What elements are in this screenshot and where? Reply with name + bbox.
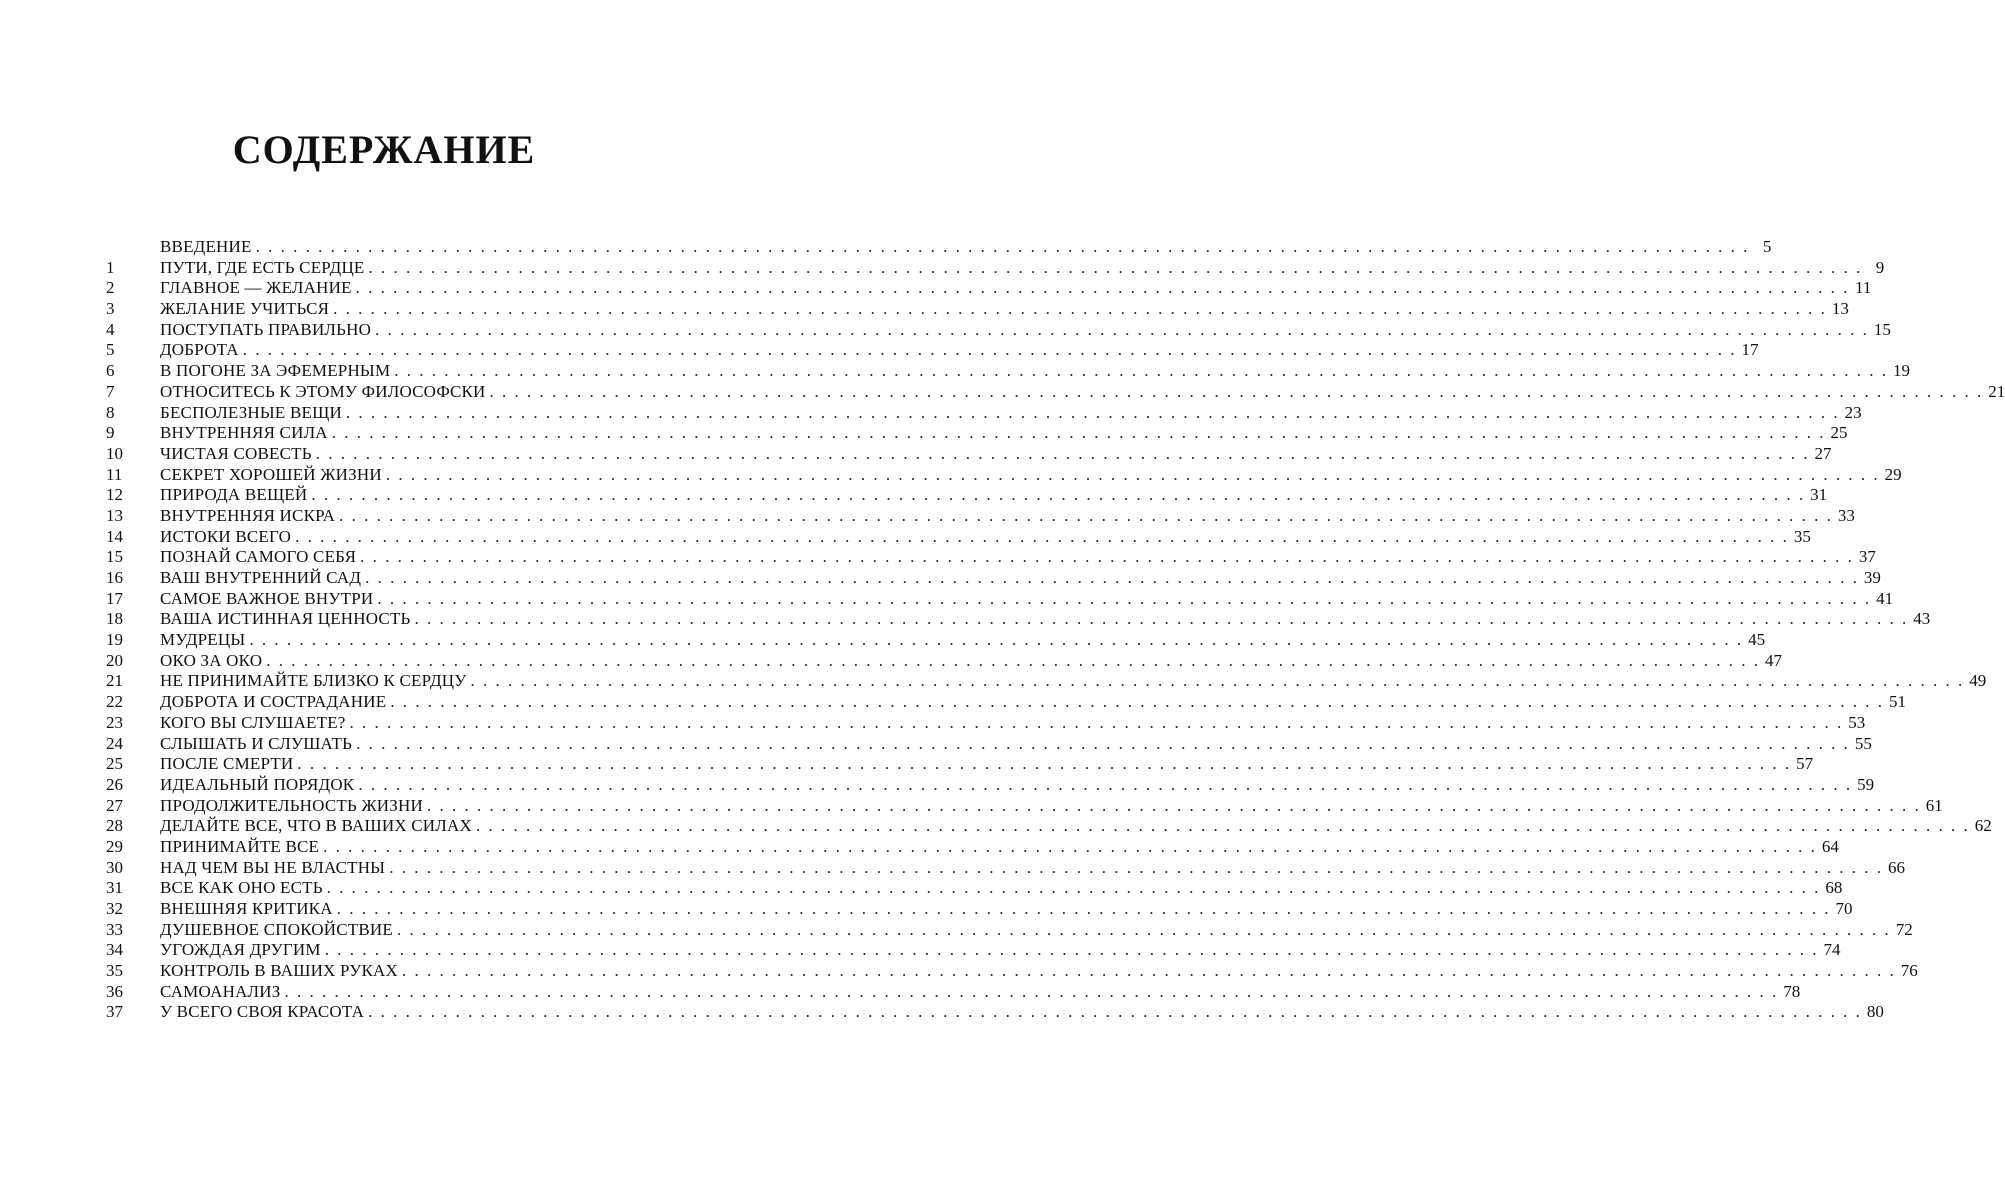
chapter-number: 3 [106, 299, 115, 319]
page-number: 59 [1857, 774, 1875, 794]
chapter-title: У ВСЕГО СВОЯ КРАСОТА [160, 1002, 365, 1022]
toc-entry [106, 1002, 1884, 1023]
dot-leader: . . . . . . . . . . . . . . . . . . . . . . . . . . . . . . . . . . . . . . . . . . . . . . . . . . . . . . . . . . . . . . . . . . . . . . . . . . . . . . . . . . . . . . . . . . . . . . . . . . . . . . . . . . . . . . . . . . . . . . . . [339, 505, 1833, 525]
chapter-number: 4 [106, 319, 115, 339]
chapter-title: В ПОГОНЕ ЗА ЭФЕМЕРНЫМ [160, 361, 391, 381]
page-number: 45 [1748, 630, 1766, 650]
toc-entry [106, 568, 1881, 589]
chapter-title: МУДРЕЦЫ [160, 630, 246, 650]
chapter-number: 19 [106, 630, 123, 650]
page-number: 41 [1876, 588, 1894, 608]
dot-leader: . . . . . . . . . . . . . . . . . . . . . . . . . . . . . . . . . . . . . . . . . . . . . . . . . . . . . . . . . . . . . . . . . . . . . . . . . . . . . . . . . . . . . . . . . . . . . . . . . . . . . . . . . . . . . . . . . . . . . . . . [368, 1002, 1862, 1022]
toc-entry [106, 340, 1759, 361]
page-number: 68 [1825, 878, 1843, 898]
chapter-title: ЖЕЛАНИЕ УЧИТЬСЯ [160, 299, 330, 319]
dot-leader: . . . . . . . . . . . . . . . . . . . . . . . . . . . . . . . . . . . . . . . . . . . . . . . . . . . . . . . . . . . . . . . . . . . . . . . . . . . . . . . . . . . . . . . . . . . . . . . . . . . . . . . . . . . . . . . . . . . . . . . . [470, 671, 1965, 691]
page-number: 31 [1810, 485, 1828, 505]
toc-entry [106, 671, 1987, 692]
chapter-number: 32 [106, 899, 123, 918]
page-number: 37 [1858, 547, 1876, 567]
dot-leader: . . . . . . . . . . . . . . . . . . . . . . . . . . . . . . . . . . . . . . . . . . . . . . . . . . . . . . . . . . . . . . . . . . . . . . . . . . . . . . . . . . . . . . . . . . . . . . . . . . . . . . . . . . . . . . . . . . . . . . . . [394, 361, 1889, 381]
toc-entry [106, 526, 1811, 548]
dot-leader: . . . . . . . . . . . . . . . . . . . . . . . . . . . . . . . . . . . . . . . . . . . . . . . . . . . . . . . . . . . . . . . . . . . . . . . . . . . . . . . . . . . . . . . . . . . . . . . . . . . . . . . . . . . . . . . . . . . . . . . . [426, 795, 1921, 815]
dot-leader: . . . . . . . . . . . . . . . . . . . . . . . . . . . . . . . . . . . . . . . . . . . . . . . . . . . . . . . . . . . . . . . . . . . . . . . . . . . . . . . . . . . . . . . . . . . . . . . . . . . . . . . . . . . . . . . . . . . . . . . . [331, 423, 1826, 443]
dot-leader: . . . . . . . . . . . . . . . . . . . . . . . . . . . . . . . . . . . . . . . . . . . . . . . . . . . . . . . . . . . . . . . . . . . . . . . . . . . . . . . . . . . . . . . . . . . . . . . . . . . . . . . . . . . . . . . . . . . . . . . . [375, 319, 1869, 339]
chapter-title: ПРОДОЛЖИТЕЛЬНОСТЬ ЖИЗНИ [160, 795, 423, 815]
page-number: 62 [1974, 816, 1992, 836]
dot-leader: . . . . . . . . . . . . . . . . . . . . . . . . . . . . . . . . . . . . . . . . . . . . . . . . . . . . . . . . . . . . . . . . . . . . . . . . . . . . . . . . . . . . . . . . . . . . . . . . . . . . . . . . . . . . . . . . . . . . . . . . [345, 402, 1840, 422]
page-number: 23 [1844, 402, 1862, 422]
page-number: 33 [1837, 505, 1855, 525]
chapter-number: 18 [106, 609, 123, 629]
chapter-number: 15 [106, 547, 123, 567]
chapter-number: 7 [106, 381, 115, 401]
chapter-title: ВВЕДЕНИЕ [160, 237, 252, 256]
page-number: 70 [1835, 899, 1853, 918]
dot-leader: . . . . . . . . . . . . . . . . . . . . . . . . . . . . . . . . . . . . . . . . . . . . . . . . . . . . . . . . . . . . . . . . . . . . . . . . . . . . . . . . . . . . . . . . . . . . . . . . . . . . . . . . . . . . . . . . . . . . . . . . [255, 237, 1750, 256]
chapter-number: 10 [106, 443, 123, 463]
toc-entry [106, 485, 1828, 506]
chapter-number: 26 [106, 774, 123, 794]
page-number: 9 [1875, 257, 1885, 277]
chapter-title: ПОЗНАЙ САМОГО СЕБЯ [160, 547, 357, 567]
dot-leader: . . . . . . . . . . . . . . . . . . . . . . . . . . . . . . . . . . . . . . . . . . . . . . . . . . . . . . . . . . . . . . . . . . . . . . . . . . . . . . . . . . . . . . . . . . . . . . . . . . . . . . . . . . . . . . . . . . . . . . . . [356, 733, 1850, 753]
toc-entry [106, 381, 2005, 403]
toc-entry [106, 588, 1894, 610]
chapter-title: ВНУТРЕННЯЯ СИЛА [160, 423, 328, 443]
page-number: 76 [1900, 961, 1918, 981]
dot-leader: . . . . . . . . . . . . . . . . . . . . . . . . . . . . . . . . . . . . . . . . . . . . . . . . . . . . . . . . . . . . . . . . . . . . . . . . . . . . . . . . . . . . . . . . . . . . . . . . . . . . . . . . . . . . . . . . . . . . . . . . [349, 712, 1844, 732]
toc-entry [106, 257, 1885, 279]
chapter-number: 28 [106, 816, 123, 836]
chapter-title: ДЕЛАЙТЕ ВСЕ, ЧТО В ВАШИХ СИЛАХ [160, 816, 472, 836]
dot-leader: . . . . . . . . . . . . . . . . . . . . . . . . . . . . . . . . . . . . . . . . . . . . . . . . . . . . . . . . . . . . . . . . . . . . . . . . . . . . . . . . . . . . . . . . . . . . . . . . . . . . . . . . . . . . . . . . . . . . . . . . [336, 899, 1831, 918]
page-number: 51 [1889, 692, 1907, 712]
chapter-number: 17 [106, 588, 123, 608]
dot-leader: . . . . . . . . . . . . . . . . . . . . . . . . . . . . . . . . . . . . . . . . . . . . . . . . . . . . . . . . . . . . . . . . . . . . . . . . . . . . . . . . . . . . . . . . . . . . . . . . . . . . . . . . . . . . . . . . . . . . . . . . [397, 919, 1891, 939]
chapter-number: 23 [106, 712, 123, 732]
chapter-title: ОТНОСИТЕСЬ К ЭТОМУ ФИЛОСОФСКИ [160, 381, 486, 401]
chapter-number: 6 [106, 361, 115, 381]
page-title: СОДЕРЖАНИЕ [232, 127, 536, 172]
chapter-title: ГЛАВНОЕ — ЖЕЛАНИЕ [160, 278, 352, 298]
chapter-number: 5 [106, 340, 115, 360]
toc-entry [106, 319, 1891, 341]
dot-leader: . . . . . . . . . . . . . . . . . . . . . . . . . . . . . . . . . . . . . . . . . . . . . . . . . . . . . . . . . . . . . . . . . . . . . . . . . . . . . . . . . . . . . . . . . . . . . . . . . . . . . . . . . . . . . . . . . . . . . . . . [489, 381, 1984, 401]
dot-leader: . . . . . . . . . . . . . . . . . . . . . . . . . . . . . . . . . . . . . . . . . . . . . . . . . . . . . . . . . . . . . . . . . . . . . . . . . . . . . . . . . . . . . . . . . . . . . . . . . . . . . . . . . . . . . . . . . . . . . . . . [390, 692, 1885, 712]
chapter-number: 22 [106, 692, 123, 712]
toc-entry [106, 712, 1866, 734]
page-number: 43 [1913, 609, 1931, 629]
toc-entry [106, 836, 1839, 858]
chapter-title: ПОСТУПАТЬ ПРАВИЛЬНО [160, 319, 372, 339]
page-number: 53 [1848, 712, 1866, 732]
toc-entry [106, 464, 1902, 486]
dot-leader: . . . . . . . . . . . . . . . . . . . . . . . . . . . . . . . . . . . . . . . . . . . . . . . . . . . . . . . . . . . . . . . . . . . . . . . . . . . . . . . . . . . . . . . . . . . . . . . . . . . . . . . . . . . . . . . . . . . . . . . . [377, 588, 1872, 608]
page-number: 5 [1762, 237, 1772, 256]
chapter-title: СЕКРЕТ ХОРОШЕЙ ЖИЗНИ [160, 464, 382, 484]
chapter-title: ДОБРОТА И СОСТРАДАНИЕ [160, 692, 387, 712]
page-number: 11 [1855, 278, 1872, 298]
page-number: 15 [1873, 319, 1891, 339]
chapter-number: 36 [106, 981, 123, 1001]
dot-leader: . . . . . . . . . . . . . . . . . . . . . . . . . . . . . . . . . . . . . . . . . . . . . . . . . . . . . . . . . . . . . . . . . . . . . . . . . . . . . . . . . . . . . . . . . . . . . . . . . . . . . . . . . . . . . . . . . . . . . . . . [360, 547, 1854, 567]
page-number: 74 [1823, 940, 1841, 960]
dot-leader: . . . . . . . . . . . . . . . . . . . . . . . . . . . . . . . . . . . . . . . . . . . . . . . . . . . . . . . . . . . . . . . . . . . . . . . . . . . . . . . . . . . . . . . . . . . . . . . . . . . . . . . . . . . . . . . . . . . . . . . . [355, 278, 1850, 298]
chapter-number: 16 [106, 568, 123, 587]
toc-entry [106, 692, 1907, 713]
chapter-title: ИДЕАЛЬНЫЙ ПОРЯДОК [160, 774, 355, 794]
chapter-number: 9 [106, 423, 115, 443]
page-number: 55 [1854, 733, 1872, 753]
page-number: 47 [1764, 650, 1782, 670]
page-number: 64 [1821, 836, 1839, 856]
page-number: 27 [1814, 443, 1832, 463]
chapter-number: 12 [106, 485, 123, 505]
chapter-title: ПОСЛЕ СМЕРТИ [160, 754, 294, 774]
dot-leader: . . . . . . . . . . . . . . . . . . . . . . . . . . . . . . . . . . . . . . . . . . . . . . . . . . . . . . . . . . . . . . . . . . . . . . . . . . . . . . . . . . . . . . . . . . . . . . . . . . . . . . . . . . . . . . . . . . . . . . . . [249, 630, 1744, 650]
page-number: 19 [1893, 361, 1911, 381]
page-number: 17 [1741, 340, 1759, 360]
chapter-number: 34 [106, 940, 123, 960]
chapter-number: 8 [106, 402, 115, 422]
toc-entry [106, 237, 1772, 258]
chapter-title: НЕ ПРИНИМАЙТЕ БЛИЗКО К СЕРДЦУ [160, 671, 467, 691]
toc-entry [106, 816, 1992, 837]
toc-entry [106, 774, 1875, 796]
chapter-title: ПРИНИМАЙТЕ ВСЕ [160, 836, 320, 856]
dot-leader: . . . . . . . . . . . . . . . . . . . . . . . . . . . . . . . . . . . . . . . . . . . . . . . . . . . . . . . . . . . . . . . . . . . . . . . . . . . . . . . . . . . . . . . . . . . . . . . . . . . . . . . . . . . . . . . . . . . . . . . . [242, 340, 1737, 360]
chapter-number: 37 [106, 1002, 123, 1022]
toc-entry [106, 299, 1849, 320]
chapter-number: 31 [106, 878, 123, 898]
dot-leader: . . . . . . . . . . . . . . . . . . . . . . . . . . . . . . . . . . . . . . . . . . . . . . . . . . . . . . . . . . . . . . . . . . . . . . . . . . . . . . . . . . . . . . . . . . . . . . . . . . . . . . . . . . . . . . . . . . . . . . . . [358, 774, 1853, 794]
page-number: 66 [1887, 857, 1905, 877]
toc-entry [106, 795, 1943, 817]
toc-entry [106, 630, 1766, 651]
page-number: 29 [1884, 464, 1902, 484]
page-number: 72 [1895, 919, 1913, 939]
chapter-title: ВНУТРЕННЯЯ ИСКРА [160, 505, 336, 525]
chapter-number: 20 [106, 650, 123, 670]
chapter-number: 14 [106, 526, 123, 546]
chapter-title: ОКО ЗА ОКО [160, 650, 263, 670]
chapter-number: 29 [106, 836, 123, 856]
chapter-title: ВСЕ КАК ОНО ЕСТЬ [160, 878, 323, 898]
dot-leader: . . . . . . . . . . . . . . . . . . . . . . . . . . . . . . . . . . . . . . . . . . . . . . . . . . . . . . . . . . . . . . . . . . . . . . . . . . . . . . . . . . . . . . . . . . . . . . . . . . . . . . . . . . . . . . . . . . . . . . . . [326, 878, 1821, 898]
chapter-number: 21 [106, 671, 123, 691]
toc-entry [106, 609, 1931, 630]
dot-leader: . . . . . . . . . . . . . . . . . . . . . . . . . . . . . . . . . . . . . . . . . . . . . . . . . . . . . . . . . . . . . . . . . . . . . . . . . . . . . . . . . . . . . . . . . . . . . . . . . . . . . . . . . . . . . . . . . . . . . . . . [475, 816, 1970, 836]
page-number: 80 [1866, 1002, 1884, 1022]
dot-leader: . . . . . . . . . . . . . . . . . . . . . . . . . . . . . . . . . . . . . . . . . . . . . . . . . . . . . . . . . . . . . . . . . . . . . . . . . . . . . . . . . . . . . . . . . . . . . . . . . . . . . . . . . . . . . . . . . . . . . . . . [324, 940, 1819, 960]
chapter-title: ПРИРОДА ВЕЩЕЙ [160, 485, 308, 505]
toc-entry [106, 981, 1801, 1003]
dot-leader: . . . . . . . . . . . . . . . . . . . . . . . . . . . . . . . . . . . . . . . . . . . . . . . . . . . . . . . . . . . . . . . . . . . . . . . . . . . . . . . . . . . . . . . . . . . . . . . . . . . . . . . . . . . . . . . . . . . . . . . . [414, 609, 1909, 629]
dot-leader: . . . . . . . . . . . . . . . . . . . . . . . . . . . . . . . . . . . . . . . . . . . . . . . . . . . . . . . . . . . . . . . . . . . . . . . . . . . . . . . . . . . . . . . . . . . . . . . . . . . . . . . . . . . . . . . . . . . . . . . . [365, 568, 1859, 587]
chapter-number: 2 [106, 278, 115, 298]
chapter-title: ИСТОКИ ВСЕГО [160, 526, 292, 546]
dot-leader: . . . . . . . . . . . . . . . . . . . . . . . . . . . . . . . . . . . . . . . . . . . . . . . . . . . . . . . . . . . . . . . . . . . . . . . . . . . . . . . . . . . . . . . . . . . . . . . . . . . . . . . . . . . . . . . . . . . . . . . . [284, 981, 1779, 1001]
dot-leader: . . . . . . . . . . . . . . . . . . . . . . . . . . . . . . . . . . . . . . . . . . . . . . . . . . . . . . . . . . . . . . . . . . . . . . . . . . . . . . . . . . . . . . . . . . . . . . . . . . . . . . . . . . . . . . . . . . . . . . . . [315, 443, 1810, 463]
toc-entry [106, 505, 1855, 527]
toc-entry [106, 919, 1913, 941]
chapter-title: ЧИСТАЯ СОВЕСТЬ [160, 443, 312, 463]
chapter-title: ПУТИ, ГДЕ ЕСТЬ СЕРДЦЕ [160, 257, 365, 277]
chapter-number: 30 [106, 857, 123, 877]
dot-leader: . . . . . . . . . . . . . . . . . . . . . . . . . . . . . . . . . . . . . . . . . . . . . . . . . . . . . . . . . . . . . . . . . . . . . . . . . . . . . . . . . . . . . . . . . . . . . . . . . . . . . . . . . . . . . . . . . . . . . . . . [311, 485, 1806, 505]
page-number: 21 [1988, 381, 2005, 401]
dot-leader: . . . . . . . . . . . . . . . . . . . . . . . . . . . . . . . . . . . . . . . . . . . . . . . . . . . . . . . . . . . . . . . . . . . . . . . . . . . . . . . . . . . . . . . . . . . . . . . . . . . . . . . . . . . . . . . . . . . . . . . . [389, 857, 1883, 877]
toc-entry [106, 961, 1918, 982]
toc-entry [106, 361, 1911, 382]
chapter-title: СЛЫШАТЬ И СЛУШАТЬ [160, 733, 353, 753]
toc-entry [106, 278, 1872, 299]
chapter-number: 27 [106, 795, 123, 815]
chapter-number: 33 [106, 919, 123, 939]
chapter-title: ДУШЕВНОЕ СПОКОЙСТВИЕ [160, 919, 393, 939]
dot-leader: . . . . . . . . . . . . . . . . . . . . . . . . . . . . . . . . . . . . . . . . . . . . . . . . . . . . . . . . . . . . . . . . . . . . . . . . . . . . . . . . . . . . . . . . . . . . . . . . . . . . . . . . . . . . . . . . . . . . . . . . [333, 299, 1827, 319]
chapter-title: ВАША ИСТИННАЯ ЦЕННОСТЬ [160, 609, 411, 629]
chapter-title: САМОЕ ВАЖНОЕ ВНУТРИ [160, 588, 374, 608]
toc-entry [106, 754, 1814, 775]
page-number: 57 [1796, 754, 1814, 774]
page-number: 13 [1831, 299, 1849, 319]
toc-entry [106, 733, 1872, 755]
toc-entry [106, 423, 1848, 444]
chapter-title: БЕСПОЛЕЗНЫЕ ВЕЩИ [160, 402, 342, 422]
chapter-title: ВАШ ВНУТРЕННИЙ САД [160, 568, 362, 587]
dot-leader: . . . . . . . . . . . . . . . . . . . . . . . . . . . . . . . . . . . . . . . . . . . . . . . . . . . . . . . . . . . . . . . . . . . . . . . . . . . . . . . . . . . . . . . . . . . . . . . . . . . . . . . . . . . . . . . . . . . . . . . . [297, 754, 1792, 774]
chapter-number: 35 [106, 961, 123, 981]
dot-leader: . . . . . . . . . . . . . . . . . . . . . . . . . . . . . . . . . . . . . . . . . . . . . . . . . . . . . . . . . . . . . . . . . . . . . . . . . . . . . . . . . . . . . . . . . . . . . . . . . . . . . . . . . . . . . . . . . . . . . . . . [266, 650, 1760, 670]
toc-entry [106, 940, 1841, 961]
chapter-number: 1 [106, 257, 115, 277]
toc-entry [106, 899, 1853, 920]
page-number: 61 [1925, 795, 1943, 815]
toc-entry [106, 402, 1862, 424]
dot-leader: . . . . . . . . . . . . . . . . . . . . . . . . . . . . . . . . . . . . . . . . . . . . . . . . . . . . . . . . . . . . . . . . . . . . . . . . . . . . . . . . . . . . . . . . . . . . . . . . . . . . . . . . . . . . . . . . . . . . . . . . [323, 836, 1817, 856]
toc-entry [106, 443, 1832, 465]
page-number: 78 [1783, 981, 1801, 1001]
chapter-number: 24 [106, 733, 123, 753]
dot-leader: . . . . . . . . . . . . . . . . . . . . . . . . . . . . . . . . . . . . . . . . . . . . . . . . . . . . . . . . . . . . . . . . . . . . . . . . . . . . . . . . . . . . . . . . . . . . . . . . . . . . . . . . . . . . . . . . . . . . . . . . [401, 961, 1896, 981]
chapter-title: ДОБРОТА [160, 340, 239, 360]
chapter-title: НАД ЧЕМ ВЫ НЕ ВЛАСТНЫ [160, 857, 386, 877]
table-of-contents [106, 237, 2005, 1023]
page-number: 39 [1863, 568, 1881, 587]
chapter-number: 13 [106, 505, 123, 525]
toc-entry [106, 547, 1876, 568]
toc-entry [106, 878, 1843, 899]
chapter-number: 25 [106, 754, 123, 774]
dot-leader: . . . . . . . . . . . . . . . . . . . . . . . . . . . . . . . . . . . . . . . . . . . . . . . . . . . . . . . . . . . . . . . . . . . . . . . . . . . . . . . . . . . . . . . . . . . . . . . . . . . . . . . . . . . . . . . . . . . . . . . . [368, 257, 1863, 277]
page-number: 25 [1830, 423, 1848, 443]
toc-entry [106, 650, 1782, 672]
chapter-title: КОГО ВЫ СЛУШАЕТЕ? [160, 712, 346, 732]
chapter-title: УГОЖДАЯ ДРУГИМ [160, 940, 321, 960]
page-number: 49 [1969, 671, 1987, 691]
chapter-title: КОНТРОЛЬ В ВАШИХ РУКАХ [160, 961, 398, 981]
page-number: 35 [1793, 526, 1811, 546]
chapter-title: ВНЕШНЯЯ КРИТИКА [160, 899, 333, 918]
dot-leader: . . . . . . . . . . . . . . . . . . . . . . . . . . . . . . . . . . . . . . . . . . . . . . . . . . . . . . . . . . . . . . . . . . . . . . . . . . . . . . . . . . . . . . . . . . . . . . . . . . . . . . . . . . . . . . . . . . . . . . . . [385, 464, 1880, 484]
chapter-title: САМОАНАЛИЗ [160, 981, 281, 1001]
toc-entry [106, 857, 1905, 879]
chapter-number: 11 [106, 464, 123, 484]
dot-leader: . . . . . . . . . . . . . . . . . . . . . . . . . . . . . . . . . . . . . . . . . . . . . . . . . . . . . . . . . . . . . . . . . . . . . . . . . . . . . . . . . . . . . . . . . . . . . . . . . . . . . . . . . . . . . . . . . . . . . . . . [295, 526, 1789, 546]
